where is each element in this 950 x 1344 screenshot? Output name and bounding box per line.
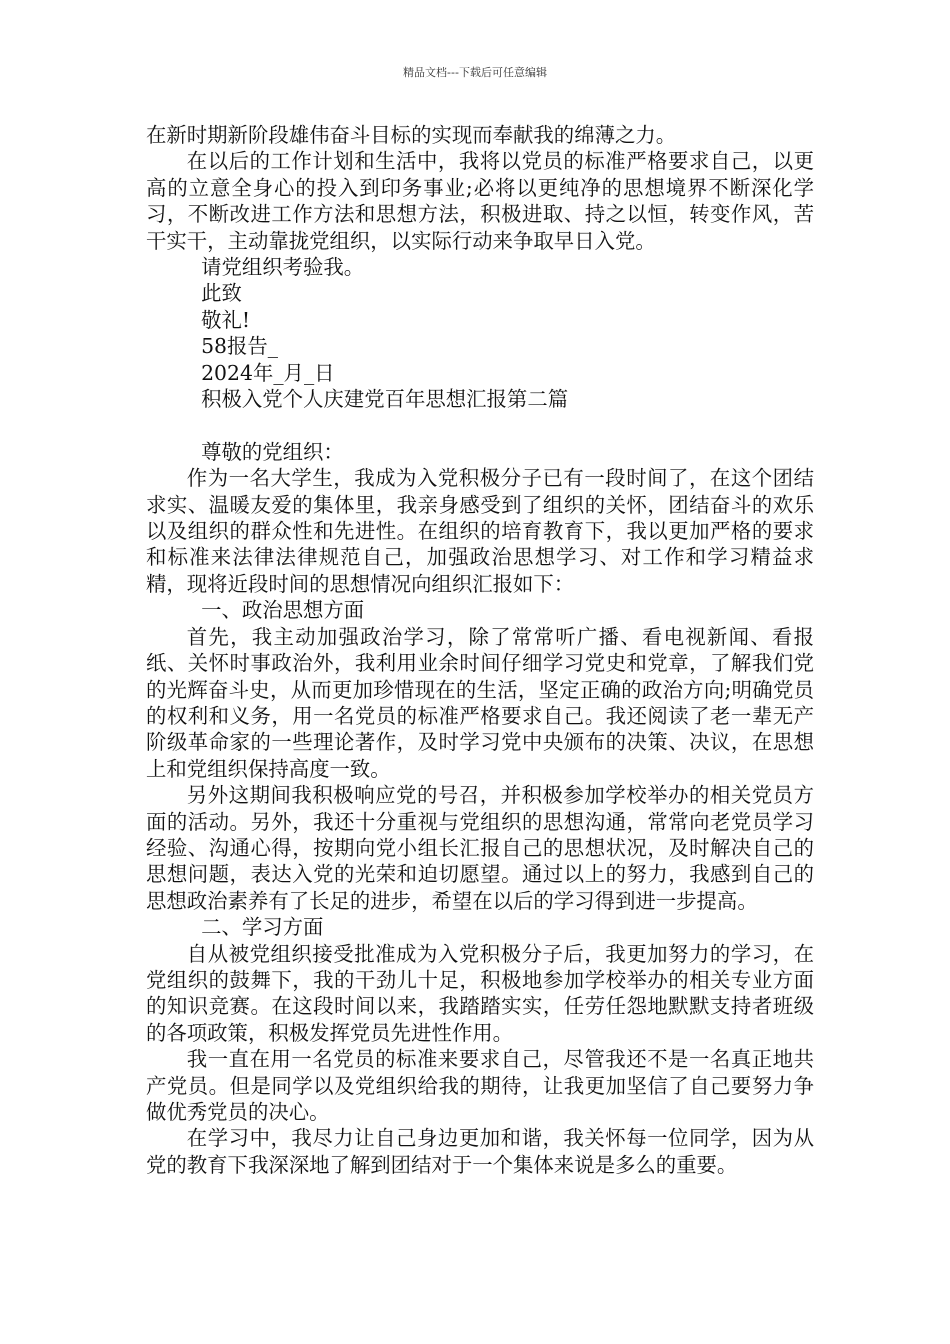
document-body [146,122,814,1178]
paragraph-work-plan: 在以后的工作计划和生活中，我将以党员的标准严格要求自己，以更高的立意全身心的投入到印务事业;必将以更纯净的思想境界不断深化学习，不断改进工作方法和思想方法，积极进取、持之以恒，转变作风，苦干实干，主动靠拢党组织，以实际行动来争取早日入党。 [146,149,814,253]
heading-political: 一、政治思想方面 [201,598,365,623]
blank-line [146,412,814,438]
section-title: 积极入党个人庆建党百年思想汇报第二篇 [201,387,569,412]
paragraph-continuation: 在新时期新阶段雄伟奋斗目标的实现而奉献我的绵薄之力。 [146,123,677,147]
paragraph-study-1: 自从被党组织接受批准成为入党积极分子后，我更加努力的学习，在党组织的鼓舞下，我的干劲儿十足，积极地参加学校举办的相关专业方面的知识竞赛。在这段时间以来，我踏踏实实，任劳任怨地默默支持者班级的各项政策，积极发挥党员先进性作用。 [146,941,814,1045]
heading-study: 二、学习方面 [201,915,324,940]
salutation-cizhi: 此致 [201,281,242,306]
greeting: 尊敬的党组织： [201,439,344,464]
page-header: 精品文档---下载后可任意编辑 [403,66,547,79]
paragraph-intro: 作为一名大学生，我成为入党积极分子已有一段时间了，在这个团结求实、温暖友爱的集体里，我亲身感受到了组织的关怀，团结奋斗的欢乐以及组织的群众性和先进性。在组织的培育教育下，我以更加严格的要求和标准来法律法律规范自己，加强政治思想学习、对工作和学习精益求精，现将近段时间的思想情况向组织汇报如下： [146,466,814,596]
paragraph-political-1: 首先，我主动加强政治学习，除了常常听广播、看电视新闻、看报纸、关怀时事政治外，我利用业余时间仔细学习党史和党章，了解我们党的光辉奋斗史，从而更加珍惜现在的生活，坚定正确的政治方向;明确党员的权利和义务，用一名党员的标准严格要求自己。我还阅读了老一辈无产阶级革命家的一些理论著作，及时学习党中央颁布的决策、决议，在思想上和党组织保持高度一致。 [146,624,814,781]
paragraph-study-2: 我一直在用一名党员的标准来要求自己，尽管我还不是一名真正地共产党员。但是同学以及党组织给我的期待，让我更加坚信了自己要努力争做优秀党员的决心。 [146,1047,814,1125]
paragraph-study-3: 在学习中，我尽力让自己身边更加和谐，我关怀每一位同学，因为从党的教育下我深深地了解到团结对于一个集体来说是多么的重要。 [146,1126,814,1177]
date-line: 2024年_月_日 [201,360,335,385]
signature-line: 58报告_ [201,334,279,359]
salutation-jingli: 敬礼! [201,307,251,332]
paragraph-political-2: 另外这期间我积极响应党的号召，并积极参加学校举办的相关党员方面的活动。另外，我还十分重视与党组织的思想沟通，常常向老党员学习经验、沟通心得，按期向党小组长汇报自己的思想状况，及时解决自己的思想问题，表达入党的光荣和迫切愿望。通过以上的努力，我感到自己的思想政治素养有了长足的进步，希望在以后的学习得到进一步提高。 [146,783,814,913]
closing-request: 请党组织考验我。 [201,255,365,280]
